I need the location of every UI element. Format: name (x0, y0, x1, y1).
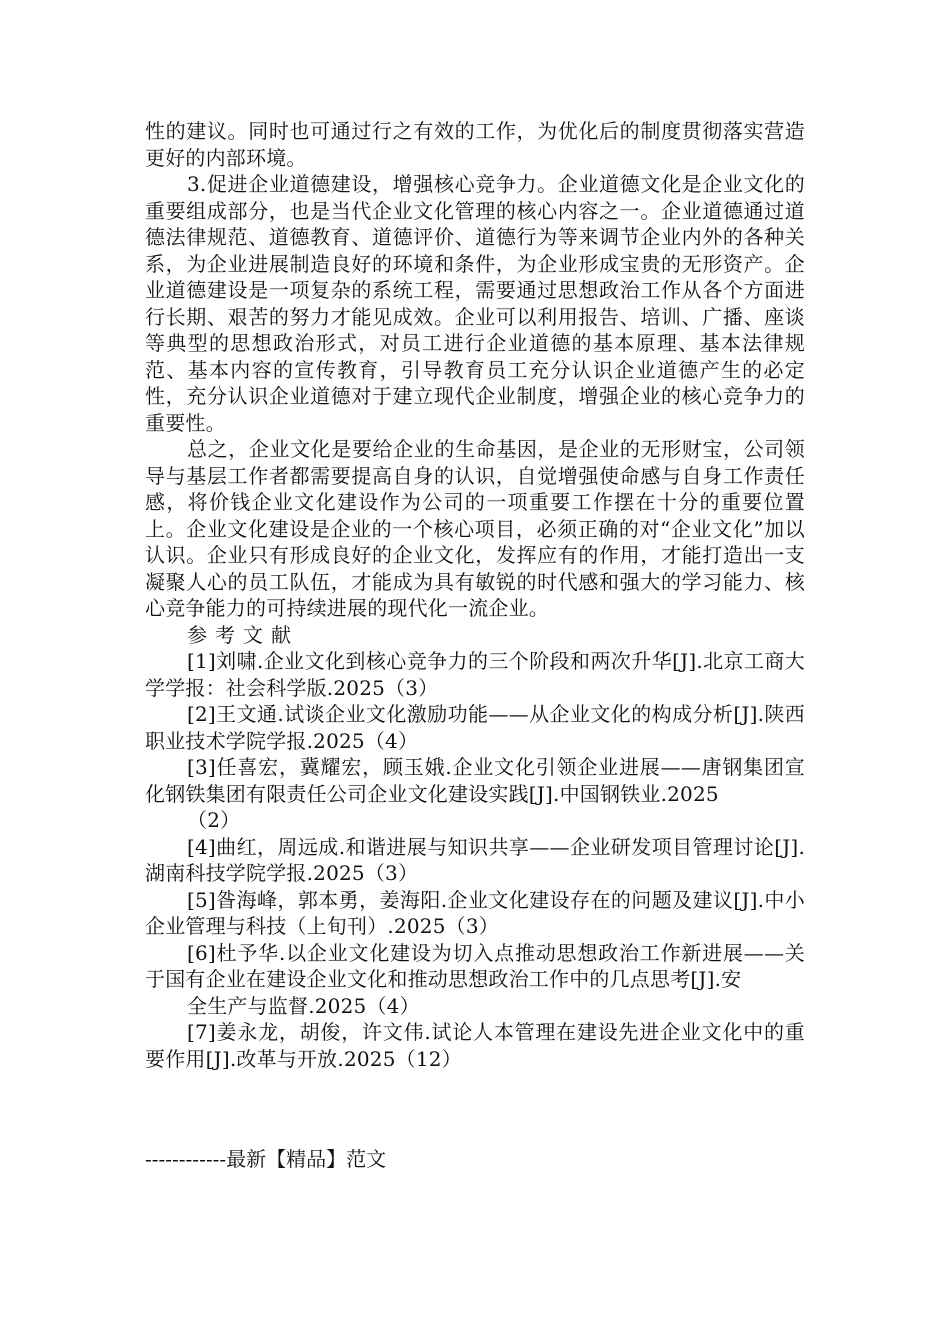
reference-item-1: [1]刘啸.企业文化到核心竞争力的三个阶段和两次升华[J].北京工商大学学报：社会科学版.2025（3） (145, 649, 805, 700)
reference-item-6-continued: 全生产与监督.2025（4） (187, 993, 420, 1018)
reference-item-6: [6]杜予华.以企业文化建设为切入点推动思想政治工作新进展——关于国有企业在建设企业文化和推动思想政治工作中的几点思考[J].安 (145, 940, 805, 991)
document-body (145, 118, 805, 1072)
reference-item-4: [4]曲红，周远成.和谐进展与知识共享——企业研发项目管理讨论[J].湖南科技学院学报.2025（3） (145, 834, 805, 885)
reference-item-3: [3]任喜宏，冀耀宏，顾玉娥.企业文化引领企业进展——唐钢集团宣化钢铁集团有限责任公司企业文化建设实践[J].中国钢铁业.2025 (145, 755, 805, 806)
footer-text: ------------最新【精品】范文 (145, 1147, 387, 1171)
references-heading: 参考文献 (187, 622, 299, 647)
reference-item-5: [5]昝海峰，郭本勇，姜海阳.企业文化建设存在的问题及建议[J].中小企业管理与科技（上旬刊）.2025（3） (145, 887, 805, 938)
reference-item-7: [7]姜永龙，胡俊，许文伟.试论人本管理在建设先进企业文化中的重要作用[J].改革与开放.2025（12） (145, 1020, 805, 1071)
reference-item-2: [2]王文通.试谈企业文化激励功能——从企业文化的构成分析[J].陕西职业技术学院学报.2025（4） (145, 702, 805, 753)
paragraph-ethics: 3.促进企业道德建设，增强核心竞争力。企业道德文化是企业文化的重要组成部分，也是当代企业文化管理的核心内容之一。企业道德通过道德法律规范、道德教育、道德评价、道德行为等来调节企业内外的各种关系，为企业进展制造良好的环境和条件，为企业形成宝贵的无形资产。企业道德建设是一项复杂的系统工程，需要通过思想政治工作从各个方面进行长期、艰苦的努力才能见成效。企业可以利用报告、培训、广播、座谈等典型的思想政治形式，对员工进行企业道德的基本原理、基本法律规范、基本内容的宣传教育，引导教育员工充分认识企业道德产生的必定性，充分认识企业道德对于建立现代企业制度，增强企业的核心竞争力的重要性。 (145, 172, 805, 435)
paragraph-summary: 总之，企业文化是要给企业的生命基因，是企业的无形财宝，公司领导与基层工作者都需要提高自身的认识，自觉增强使命感与自身工作责任感，将价钱企业文化建设作为公司的一项重要工作摆在十分的重要位置上。企业文化建设是企业的一个核心项目，必须正确的对“企业文化”加以认识。企业只有形成良好的企业文化，发挥应有的作用，才能打造出一支凝聚人心的员工队伍，才能成为具有敏锐的时代感和强大的学习能力、核心竞争能力的可持续进展的现代化一流企业。 (145, 437, 805, 620)
reference-item-3-continued: （2） (187, 808, 241, 832)
paragraph-continuation: 性的建议。同时也可通过行之有效的工作，为优化后的制度贯彻落实营造更好的内部环境。 (145, 119, 805, 170)
